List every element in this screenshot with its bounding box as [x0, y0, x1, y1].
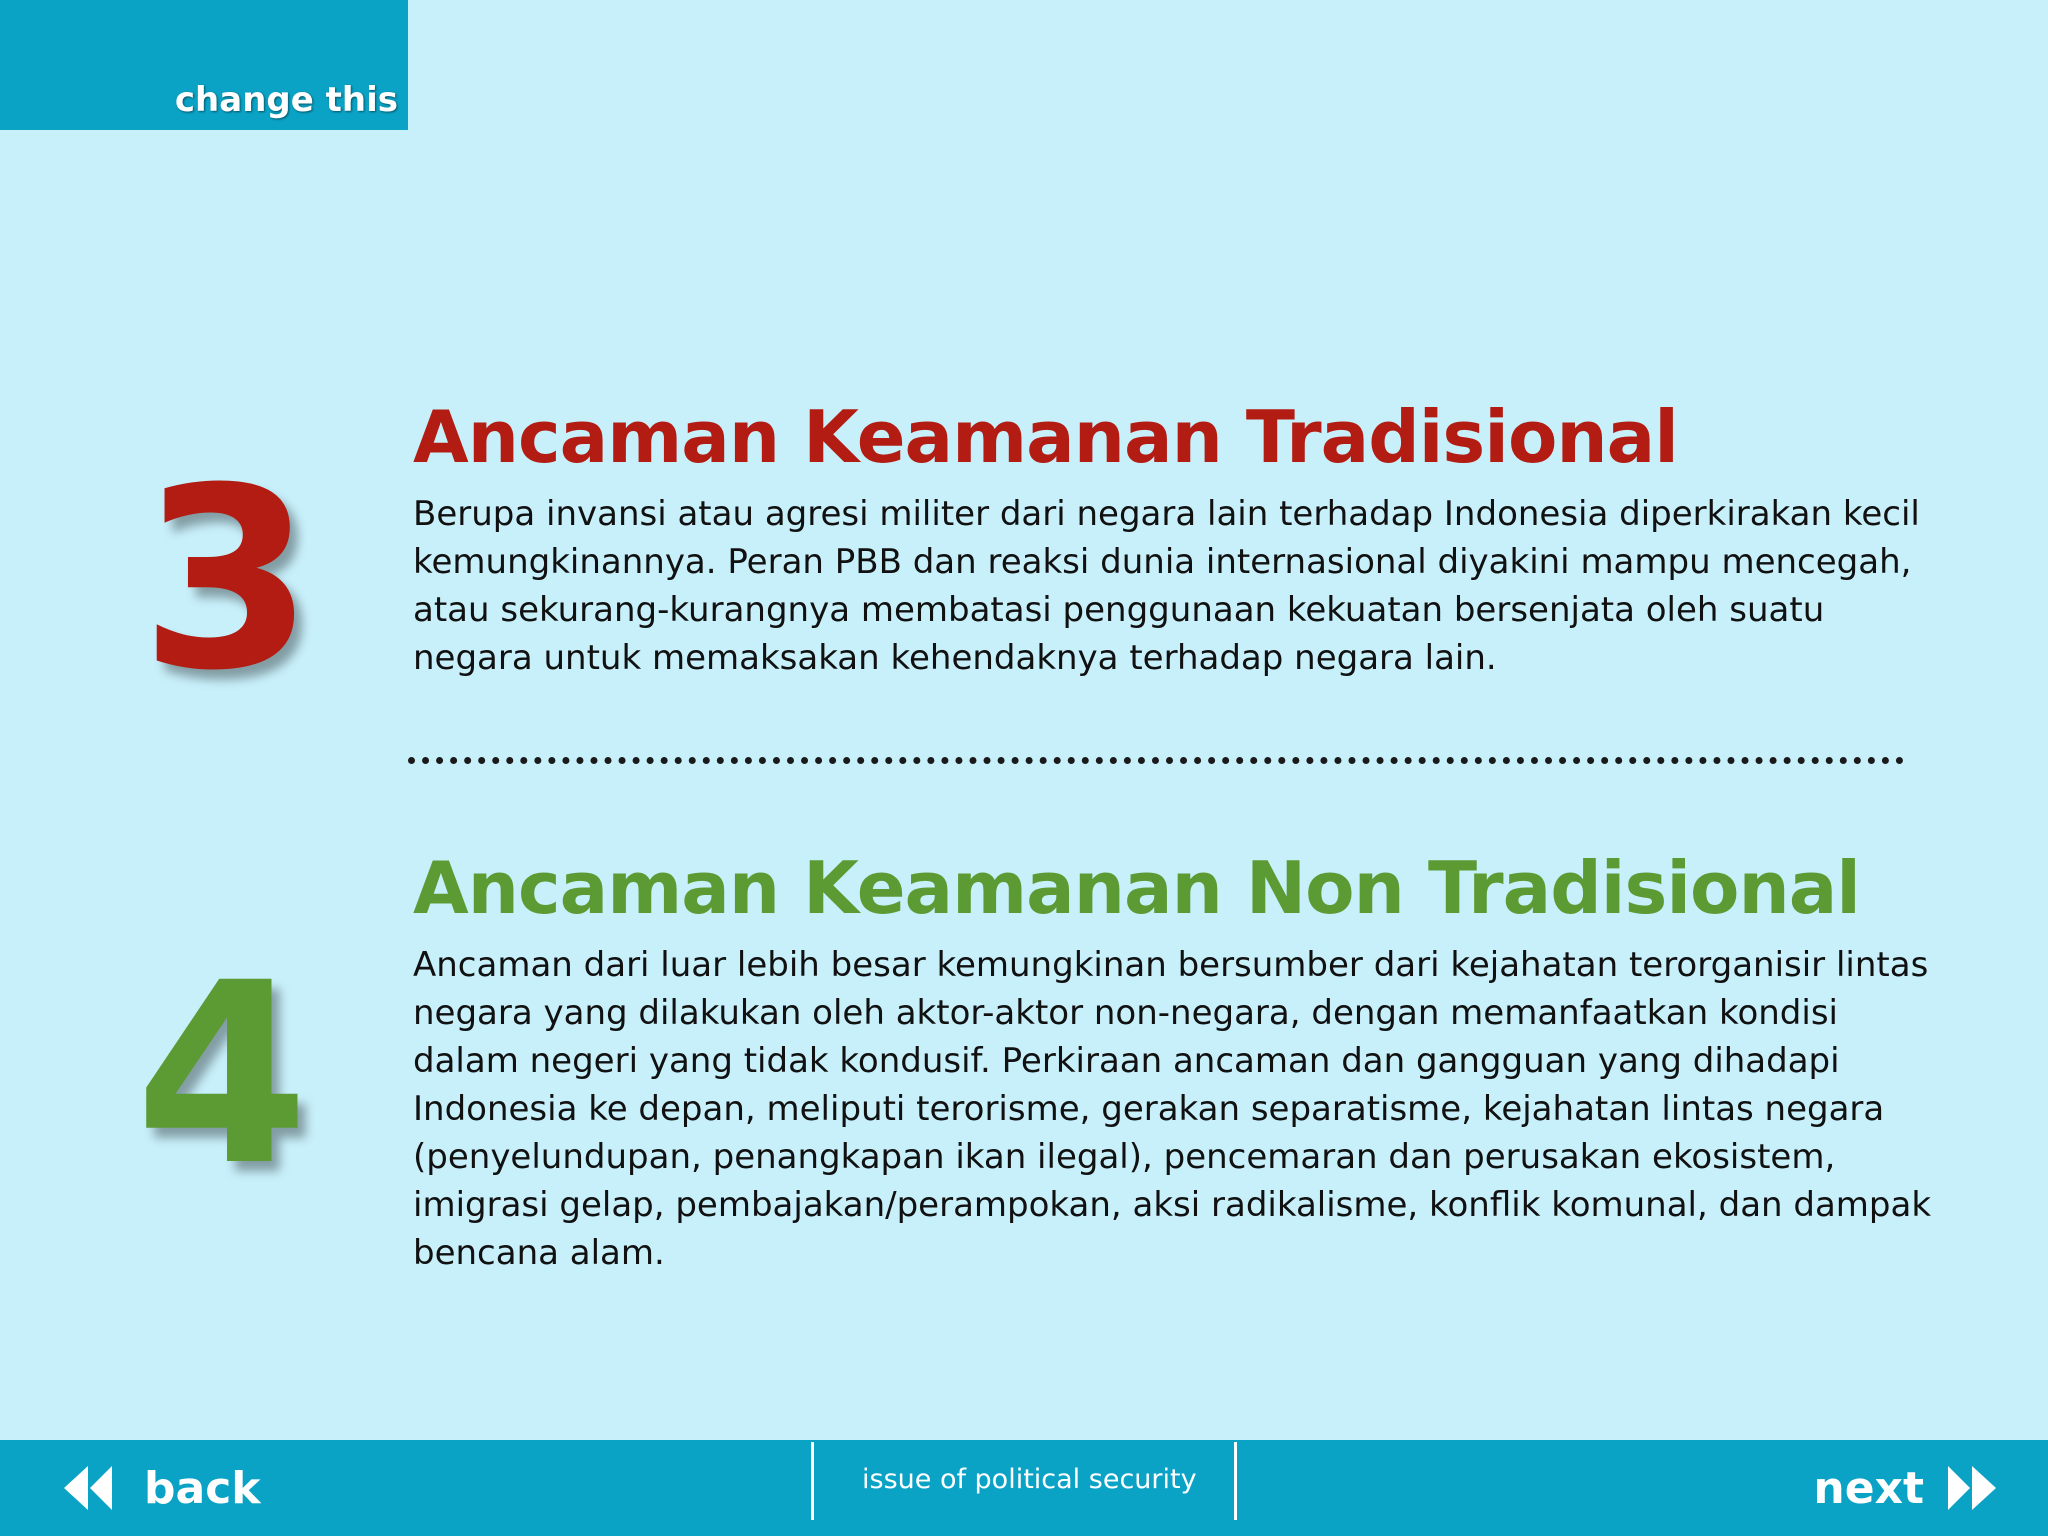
section-title: Ancaman Keamanan Tradisional: [413, 395, 1678, 479]
section-traditional: [413, 392, 1933, 682]
section-non-traditional: [413, 843, 1933, 1277]
top-tab-label: change this: [174, 80, 398, 120]
top-tab[interactable]: [0, 0, 408, 130]
footer-separator-right: [1234, 1442, 1237, 1520]
next-label: next: [1813, 1462, 1924, 1514]
section-number-3: 3: [140, 434, 314, 725]
footer-separator-left: [811, 1442, 814, 1520]
dotted-divider: [408, 757, 1904, 764]
section-body: Ancaman dari luar lebih besar kemungkinan bersumber dari kejahatan terorganisir lintas negara yang dilakukan oleh aktor-aktor non-negara, dengan memanfaatkan kondisi dalam negeri yang tidak kondusif. Perkiraan ancaman dan gangguan yang dihadapi Indonesia ke depan, meliputi terorisme, gerakan separatisme, kejahatan lintas negara (penyelundupan, penangkapan ikan ilegal), pencemaran dan perusakan ekosistem, imigrasi gelap, pembajakan/perampokan, aksi radikalisme, konflik komunal, dan dampak bencana alam.: [413, 945, 1932, 1273]
bottom-nav-bar: [0, 1440, 2048, 1536]
back-button[interactable]: [62, 1458, 261, 1518]
rewind-icon: [62, 1464, 114, 1512]
fast-forward-icon: [1946, 1464, 1998, 1512]
next-button[interactable]: [1813, 1458, 1998, 1518]
section-body: Berupa invansi atau agresi militer dari negara lain terhadap Indonesia diperkirakan kecil kemungkinannya. Peran PBB dan reaksi dunia internasional diyakini mampu mencegah, atau sekurang-kurangnya membatasi penggunaan kekuatan bersenjata oleh suatu negara untuk memaksakan kehendaknya terhadap negara lain.: [413, 494, 1920, 678]
section-number-4: 4: [135, 929, 309, 1220]
footer-title: issue of political security: [862, 1464, 1197, 1495]
section-title: Ancaman Keamanan Non Tradisional: [413, 846, 1860, 930]
back-label: back: [144, 1462, 261, 1514]
